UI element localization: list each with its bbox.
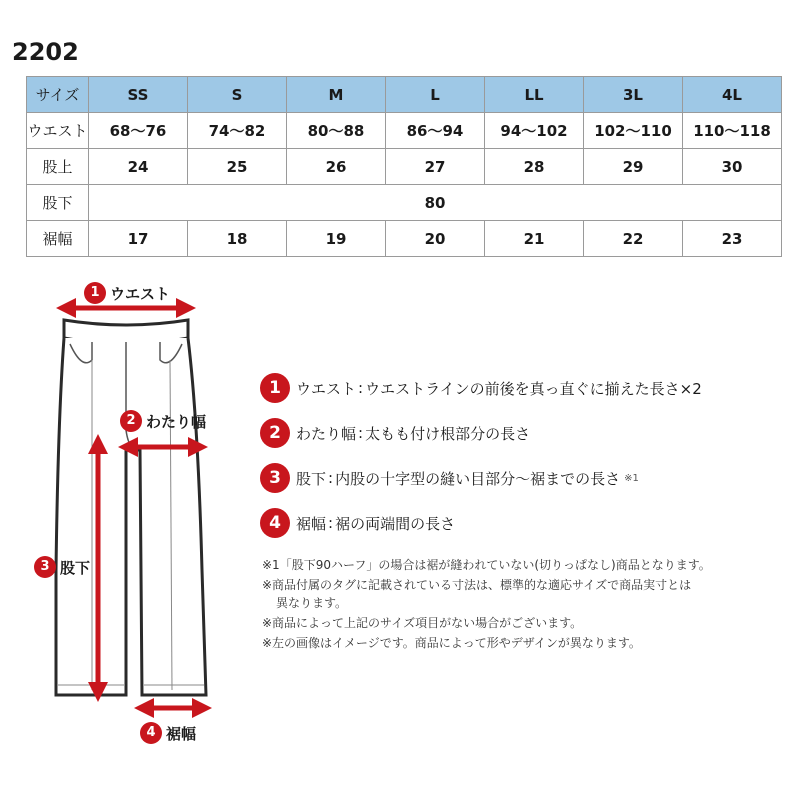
table-cell: 102〜110: [584, 113, 683, 149]
legend-badge: 4: [260, 508, 290, 538]
row-label: 股上: [27, 149, 89, 185]
legend-item-inseam: 3 股下 : 内股の十字型の縫い目部分〜裾までの長さ ※1: [260, 463, 790, 493]
note-4: ※左の画像はイメージです。商品によって形やデザインが異なります。: [262, 636, 641, 650]
size-header: SS: [89, 77, 188, 113]
table-cell: 28: [485, 149, 584, 185]
table-cell: 25: [188, 149, 287, 185]
size-header: 4L: [683, 77, 782, 113]
pants-diagram: [0, 270, 260, 770]
diagram-label-inseam: [34, 556, 90, 578]
table-cell: 23: [683, 221, 782, 257]
legend-item-hem: 4 裾幅 : 裾の両端間の長さ: [260, 508, 790, 538]
legend-badge: 3: [260, 463, 290, 493]
legend-item-waist: 1 ウエスト : ウエストラインの前後を真っ直ぐに揃えた長さ×2: [260, 373, 790, 403]
inseam-label: 股下: [60, 558, 91, 577]
table-row-hem: [27, 221, 782, 257]
table-cell: 20: [386, 221, 485, 257]
table-cell: 24: [89, 149, 188, 185]
badge-2: 2: [120, 410, 142, 432]
legend-term: わたり幅: [296, 424, 357, 443]
size-table: [26, 76, 782, 257]
legend-badge: 2: [260, 418, 290, 448]
note-1: ※1「股下90ハーフ」の場合は裾が縫われていない(切りっぱなし)商品となります。: [262, 558, 711, 572]
legend-term: ウエスト: [296, 379, 357, 398]
note-2: [262, 576, 782, 612]
legend-badge: 1: [260, 373, 290, 403]
table-row-waist: [27, 113, 782, 149]
table-cell: 19: [287, 221, 386, 257]
legend-desc: 裾の両端間の長さ: [335, 514, 456, 533]
table-cell: 110〜118: [683, 113, 782, 149]
header-label: サイズ: [27, 77, 89, 113]
thigh-label: わたり幅: [146, 412, 207, 431]
legend-desc: 太もも付け根部分の長さ: [365, 424, 531, 443]
row-label: ウエスト: [27, 113, 89, 149]
table-cell: 17: [89, 221, 188, 257]
legend-term: 股下: [296, 469, 327, 488]
table-cell: 68〜76: [89, 113, 188, 149]
size-header: M: [287, 77, 386, 113]
note-3: ※商品によって上記のサイズ項目がない場合がございます。: [262, 616, 583, 630]
badge-1: 1: [84, 282, 106, 304]
table-row-inseam: [27, 185, 782, 221]
table-cell: 74〜82: [188, 113, 287, 149]
legend-desc: ウエストラインの前後を真っ直ぐに揃えた長さ×2: [365, 379, 702, 398]
table-cell: 21: [485, 221, 584, 257]
pants-illustration: [0, 270, 260, 770]
table-cell: 86〜94: [386, 113, 485, 149]
legend-item-thigh: 2 わたり幅 : 太もも付け根部分の長さ: [260, 418, 790, 448]
diagram-label-hem: [140, 722, 196, 744]
diagram-label-thigh: [120, 410, 206, 432]
table-cell: 26: [287, 149, 386, 185]
measurement-legend: [260, 373, 790, 553]
product-code: 2202: [12, 38, 79, 66]
table-row-rise: [27, 149, 782, 185]
table-header-row: [27, 77, 782, 113]
legend-term: 裾幅: [296, 514, 327, 533]
badge-3: 3: [34, 556, 56, 578]
table-cell: 80: [89, 185, 782, 221]
legend-desc: 内股の十字型の縫い目部分〜裾までの長さ: [335, 469, 621, 488]
hem-label: 裾幅: [166, 724, 197, 743]
row-label: 股下: [27, 185, 89, 221]
size-header: L: [386, 77, 485, 113]
table-cell: 29: [584, 149, 683, 185]
size-header: S: [188, 77, 287, 113]
table-cell: 22: [584, 221, 683, 257]
table-cell: 27: [386, 149, 485, 185]
size-header: 3L: [584, 77, 683, 113]
pants-outline: [56, 338, 206, 695]
row-label: 裾幅: [27, 221, 89, 257]
table-cell: 30: [683, 149, 782, 185]
table-cell: 80〜88: [287, 113, 386, 149]
diagram-label-waist: [84, 282, 170, 304]
badge-4: 4: [140, 722, 162, 744]
waist-label: ウエスト: [110, 284, 171, 303]
legend-note-mark: ※1: [624, 472, 639, 484]
note-2-line-1: ※商品付属のタグに記載されている寸法は、標準的な適応サイズで商品実寸とは: [262, 578, 692, 592]
table-cell: 94〜102: [485, 113, 584, 149]
notes: [262, 556, 782, 654]
size-header: LL: [485, 77, 584, 113]
note-2-line-2: 異なります。: [276, 596, 348, 610]
table-cell: 18: [188, 221, 287, 257]
